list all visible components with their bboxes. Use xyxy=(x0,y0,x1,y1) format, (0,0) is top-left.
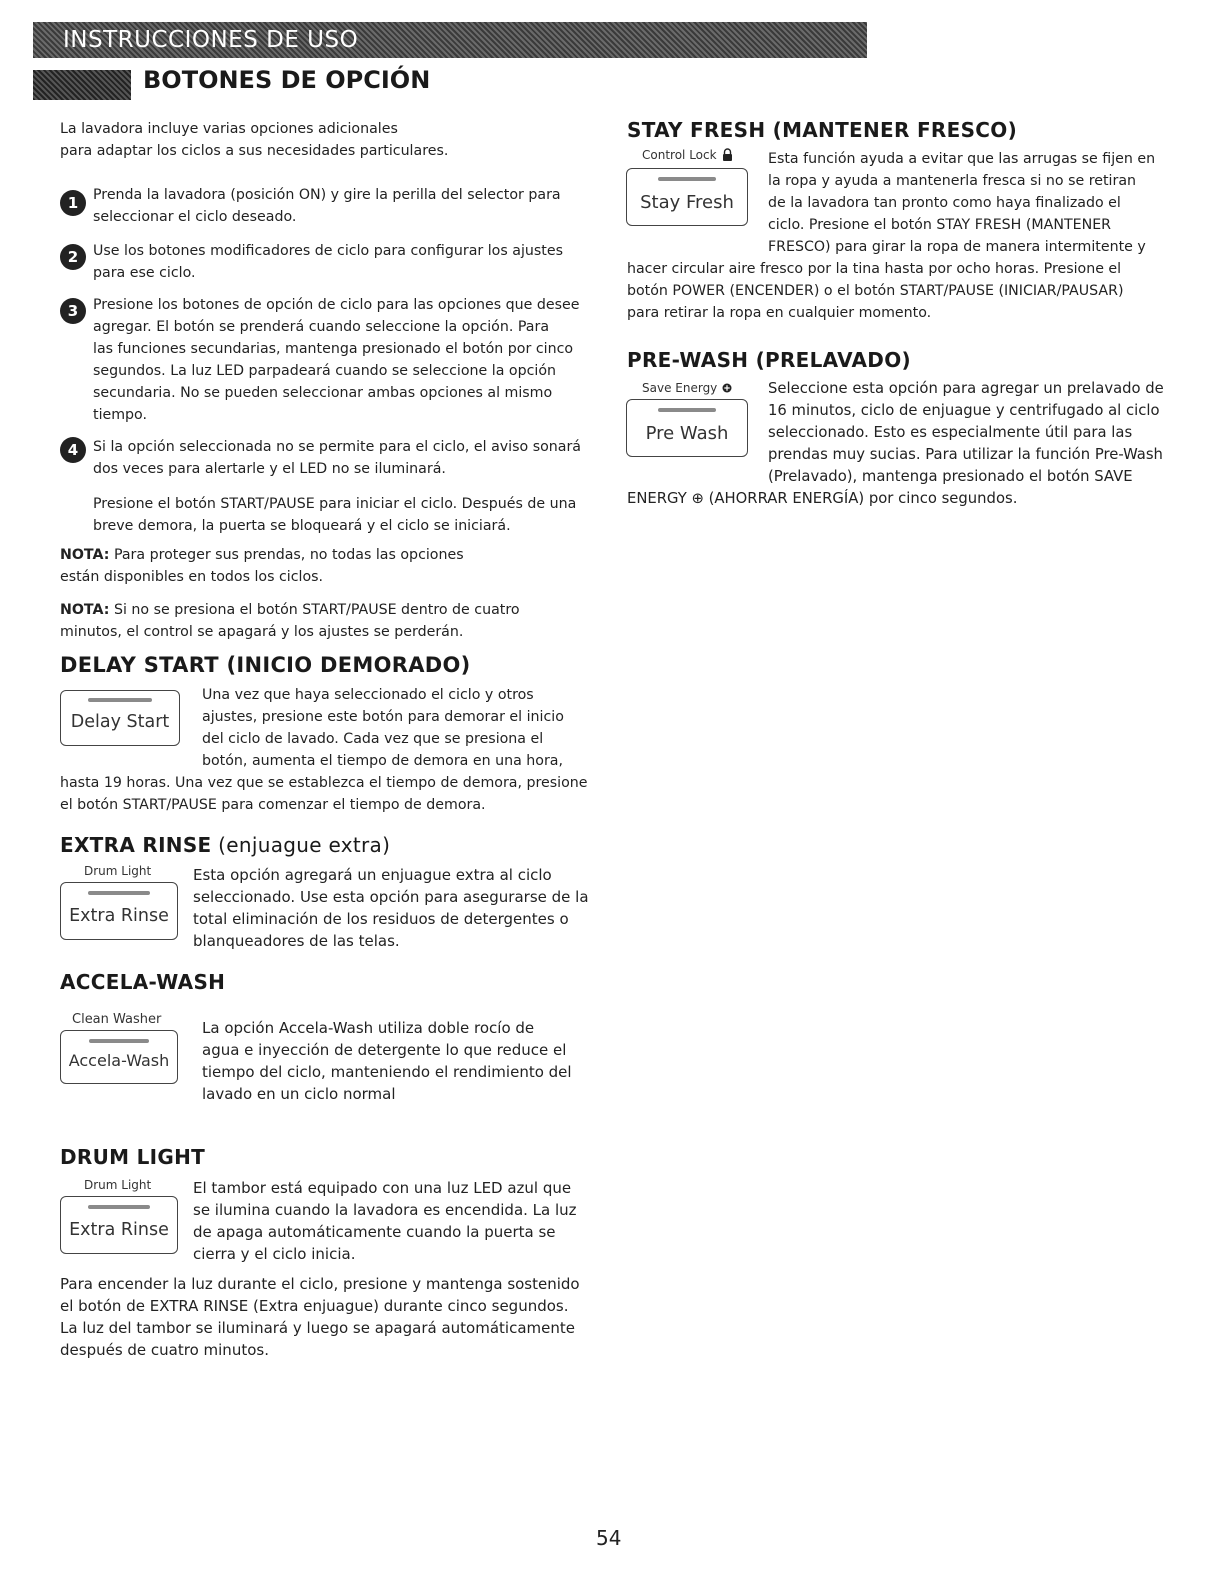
stay-fresh-line-8: para retirar la ropa en cualquier momento. xyxy=(627,305,932,321)
accela-wash-heading: ACCELA-WASH xyxy=(60,970,226,994)
intro-line-1: La lavadora incluye varias opciones adicionales xyxy=(60,121,398,137)
accela-wash-button[interactable] xyxy=(60,1030,178,1084)
extra-rinse-heading xyxy=(60,833,390,857)
start-note-line-1: Presione el botón START/PAUSE para iniciar el ciclo. Después de una xyxy=(93,496,577,512)
prewash-line-4: prendas muy sucias. Para utilizar la función Pre-Wash xyxy=(768,446,1163,463)
stay-fresh-line-4: ciclo. Presione el botón STAY FRESH (MANTENER xyxy=(768,217,1112,233)
header-band: INSTRUCCIONES DE USO xyxy=(33,22,867,58)
accela-line-3: tiempo del ciclo, manteniendo el rendimiento del xyxy=(202,1063,572,1081)
accela-line-2: agua e inyección de detergente lo que reduce el xyxy=(202,1041,567,1059)
drum-light-line-2: se ilumina cuando la lavadora es encendida. La luz xyxy=(193,1201,577,1219)
delay-line-5: hasta 19 horas. Una vez que se establezca el tiempo de demora, presione xyxy=(60,775,588,791)
stay-fresh-led xyxy=(658,177,716,181)
delay-start-button[interactable] xyxy=(60,690,180,746)
nota-1-line-2: están disponibles en todos los ciclos. xyxy=(60,569,324,585)
step-3-line-1: Presione los botones de opción de ciclo para las opciones que desee xyxy=(93,297,580,313)
stay-fresh-sublabel-text: Control Lock xyxy=(642,148,717,162)
prewash-button[interactable] xyxy=(626,399,748,457)
step-number-1: 1 xyxy=(60,190,86,216)
accela-line-1: La opción Accela-Wash utiliza doble rocío de xyxy=(202,1019,535,1037)
step-4-line-1: Si la opción seleccionada no se permite para el ciclo, el aviso sonará xyxy=(93,439,581,455)
start-note-line-2: breve demora, la puerta se bloqueará y el ciclo se iniciará. xyxy=(93,518,511,534)
nota-2-label: NOTA: xyxy=(60,602,110,618)
page-number: 54 xyxy=(596,1526,622,1550)
extra-rinse-button[interactable] xyxy=(60,882,178,940)
delay-start-led xyxy=(88,698,152,702)
prewash-sublabel xyxy=(642,381,732,396)
step-3-line-4: segundos. La luz LED parpadeará cuando se seleccione la opción xyxy=(93,363,556,379)
extra-rinse-led xyxy=(88,891,150,895)
nota-1-label: NOTA: xyxy=(60,547,110,563)
stay-fresh-line-2: la ropa y ayuda a mantenerla fresca si no se retiran xyxy=(768,173,1137,189)
step-number-3: 3 xyxy=(60,298,86,324)
drum-light-heading: DRUM LIGHT xyxy=(60,1145,206,1169)
nota-1-text: Para proteger sus prendas, no todas las opciones xyxy=(109,547,464,563)
prewash-button-label: Pre Wash xyxy=(645,423,729,444)
accela-wash-led xyxy=(89,1039,149,1043)
drum-light-line-3: de apaga automáticamente cuando la puerta se xyxy=(193,1223,556,1241)
delay-start-button-label: Delay Start xyxy=(70,712,170,732)
prewash-line-3: seleccionado. Esto es especialmente útil para las xyxy=(768,424,1133,441)
step-number-4: 4 xyxy=(60,437,86,463)
prewash-line-2: 16 minutos, ciclo de enjuague y centrifugado al ciclo xyxy=(768,402,1160,419)
step-3-line-2: agregar. El botón se prenderá cuando seleccione la opción. Para xyxy=(93,319,550,335)
nota-2-text: Si no se presiona el botón START/PAUSE dentro de cuatro xyxy=(109,602,520,618)
prewash-line-6: ENERGY ⊕ (AHORRAR ENERGÍA) por cinco segundos. xyxy=(627,490,1018,507)
prewash-sublabel-text: Save Energy xyxy=(642,381,718,395)
step-3-line-3: las funciones secundarias, mantenga presionado el botón por cinco xyxy=(93,341,574,357)
stay-fresh-line-3: de la lavadora tan pronto como haya finalizado el xyxy=(768,195,1121,211)
extra-rinse-heading-bold: EXTRA RINSE xyxy=(60,833,212,857)
delay-line-6: el botón START/PAUSE para comenzar el tiempo de demora. xyxy=(60,797,486,813)
lock-icon xyxy=(722,148,733,164)
nota-1-line-1 xyxy=(60,544,464,566)
nota-2-line-2: minutos, el control se apagará y los ajustes se perderán. xyxy=(60,624,464,640)
drum-light-line-8: después de cuatro minutos. xyxy=(60,1341,269,1359)
intro-line-2: para adaptar los ciclos a sus necesidades particulares. xyxy=(60,143,449,159)
drum-light-line-1: El tambor está equipado con una luz LED azul que xyxy=(193,1179,572,1197)
delay-line-2: ajustes, presione este botón para demorar el inicio xyxy=(202,709,564,725)
drum-light-line-7: La luz del tambor se iluminará y luego se apagará automáticamente xyxy=(60,1319,575,1337)
stay-fresh-heading: STAY FRESH (MANTENER FRESCO) xyxy=(627,118,1018,142)
accela-wash-button-label: Accela-Wash xyxy=(68,1051,170,1070)
step-number-2: 2 xyxy=(60,244,86,270)
stay-fresh-button[interactable] xyxy=(626,168,748,226)
delay-line-3: del ciclo de lavado. Cada vez que se presiona el xyxy=(202,731,544,747)
prewash-line-1: Seleccione esta opción para agregar un prelavado de xyxy=(768,380,1164,397)
delay-line-4: botón, aumenta el tiempo de demora en una hora, xyxy=(202,753,564,769)
drum-light-line-6: el botón de EXTRA RINSE (Extra enjuague) durante cinco segundos. xyxy=(60,1297,569,1315)
extra-rinse-sublabel: Drum Light xyxy=(84,864,152,878)
step-3-line-5: secundaria. No se pueden seleccionar ambas opciones al mismo xyxy=(93,385,553,401)
step-1-line-1: Prenda la lavadora (posición ON) y gire la perilla del selector para xyxy=(93,187,561,203)
drum-light-extra-rinse-button[interactable] xyxy=(60,1196,178,1254)
accela-wash-sublabel: Clean Washer xyxy=(72,1012,162,1027)
extra-rinse-button-label: Extra Rinse xyxy=(69,906,169,926)
delay-line-1: Una vez que haya seleccionado el ciclo y otros xyxy=(202,687,534,703)
leaf-icon xyxy=(722,382,732,396)
stay-fresh-button-label: Stay Fresh xyxy=(640,192,734,213)
drum-light-led xyxy=(88,1205,150,1209)
nota-2-line-1 xyxy=(60,599,520,621)
step-1-line-2: seleccionar el ciclo deseado. xyxy=(93,209,297,225)
extra-rinse-line-1: Esta opción agregará un enjuague extra al ciclo xyxy=(193,866,552,884)
extra-rinse-line-2: seleccionado. Use esta opción para asegurarse de la xyxy=(193,888,589,906)
step-2-line-2: para ese ciclo. xyxy=(93,265,196,281)
section-title: BOTONES DE OPCIÓN xyxy=(143,66,431,94)
extra-rinse-line-3: total eliminación de los residuos de detergentes o xyxy=(193,910,569,928)
section-marker xyxy=(33,70,131,100)
prewash-heading: PRE-WASH (PRELAVADO) xyxy=(627,348,911,372)
step-2-line-1: Use los botones modificadores de ciclo para configurar los ajustes xyxy=(93,243,563,259)
step-4-line-2: dos veces para alertarle y el LED no se iluminará. xyxy=(93,461,446,477)
extra-rinse-line-4: blanqueadores de las telas. xyxy=(193,932,400,950)
drum-light-line-4: cierra y el ciclo inicia. xyxy=(193,1245,356,1263)
prewash-led xyxy=(658,408,716,412)
accela-line-4: lavado en un ciclo normal xyxy=(202,1085,396,1103)
drum-light-line-5: Para encender la luz durante el ciclo, presione y mantenga sostenido xyxy=(60,1275,580,1293)
stay-fresh-line-5: FRESCO) para girar la ropa de manera intermitente y xyxy=(768,239,1146,255)
stay-fresh-line-7: botón POWER (ENCENDER) o el botón START/PAUSE (INICIAR/PAUSAR) xyxy=(627,283,1124,299)
step-3-line-6: tiempo. xyxy=(93,407,147,423)
stay-fresh-sublabel xyxy=(642,148,733,164)
stay-fresh-line-1: Esta función ayuda a evitar que las arrugas se fijen en xyxy=(768,151,1156,167)
prewash-line-5: (Prelavado), mantenga presionado el botón SAVE xyxy=(768,468,1133,485)
extra-rinse-heading-light: (enjuague extra) xyxy=(211,833,391,857)
drum-light-button-label: Extra Rinse xyxy=(69,1220,169,1240)
drum-light-sublabel: Drum Light xyxy=(84,1178,152,1192)
stay-fresh-line-6: hacer circular aire fresco por la tina hasta por ocho horas. Presione el xyxy=(627,261,1122,277)
delay-start-heading: DELAY START (INICIO DEMORADO) xyxy=(60,653,471,677)
